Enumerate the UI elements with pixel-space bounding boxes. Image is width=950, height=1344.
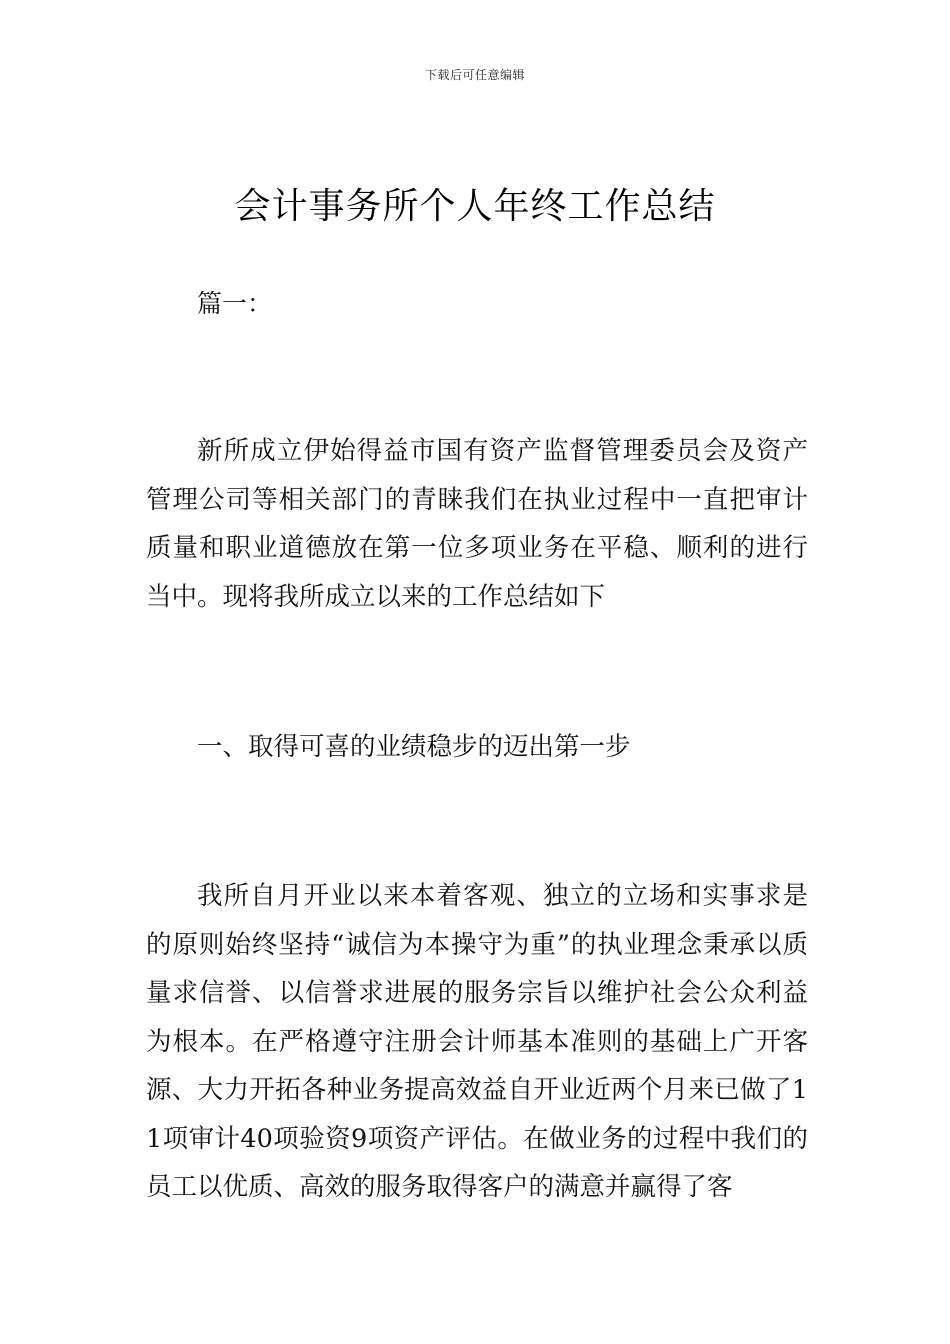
section-label: 篇一： — [197, 289, 273, 318]
paragraph-intro: 新所成立伊始得益市国有资产监督管理委员会及资产管理公司等相关部门的青睐我们在执业过程中一直把审计质量和职业道德放在第一位多项业务在平稳、顺利的进行当中。现将我所成立以来的工作总结如下 — [146, 436, 808, 612]
section-heading-1: 一、取得可喜的业绩稳步的迈出第一步 — [197, 732, 631, 762]
page-header-note: 下载后可任意编辑 — [424, 68, 525, 82]
paragraph-achievements: 我所自月开业以来本着客观、独立的立场和实事求是的原则始终坚持“诚信为本操守为重”的执业理念秉承以质量求信誉、以信誉求进展的服务宗旨以维护社会公众利益为根本。在严格遵守注册会计师基本准则的基础上广开客源、大力开拓各种业务提高效益自开业近两个月来已做了11项审计40项验资9项资产评估。在做业务的过程中我们的员工以优质、高效的服务取得客户的满意并赢得了客 — [146, 881, 808, 1202]
document-title: 会计事务所个人年终工作总结 — [234, 186, 716, 227]
